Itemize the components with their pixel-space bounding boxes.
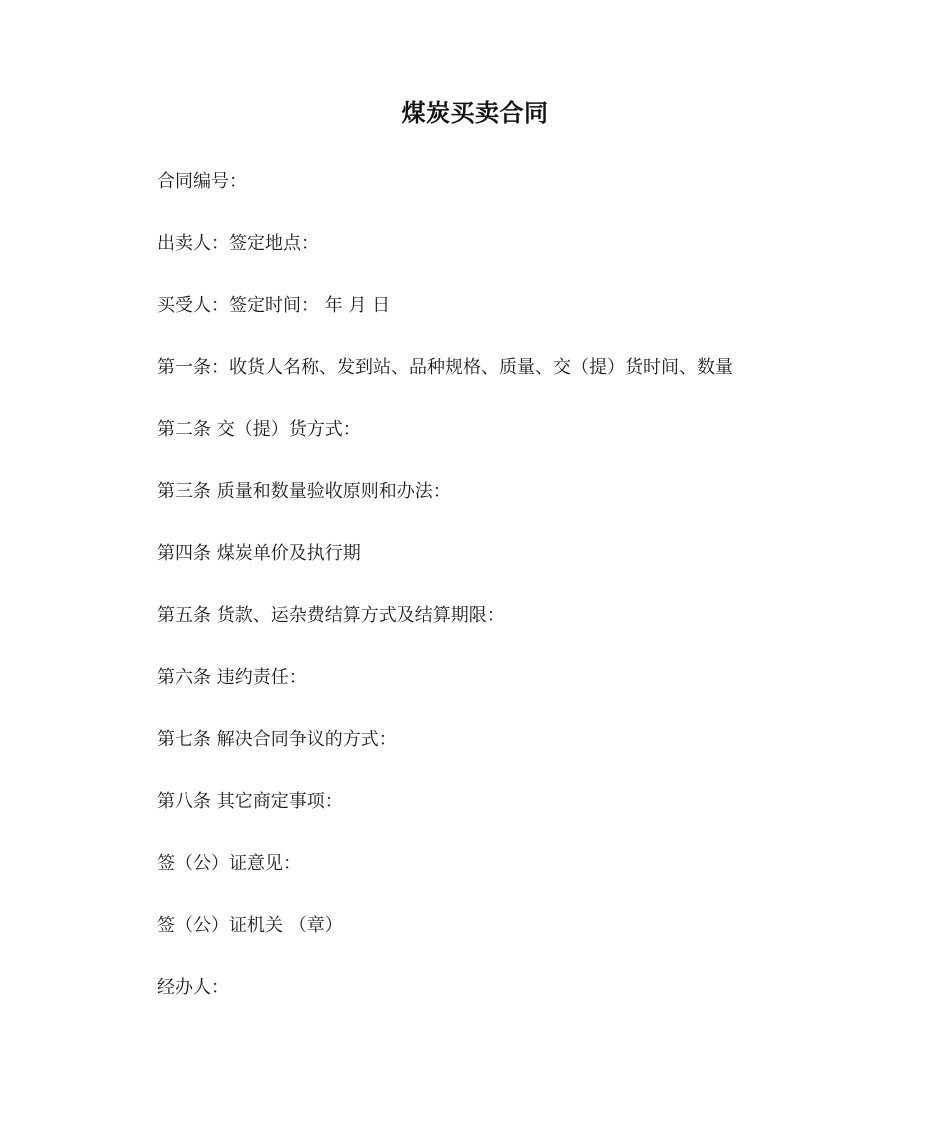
article-1: 第一条：收货人名称、发到站、品种规格、质量、交（提）货时间、数量 [157, 357, 733, 378]
notary-opinion-line: 签（公）证意见： [157, 853, 301, 874]
article-3: 第三条 质量和数量验收原则和办法： [157, 481, 451, 502]
article-8: 第八条 其它商定事项： [157, 791, 343, 812]
article-5: 第五条 货款、运杂费结算方式及结算期限： [157, 605, 505, 626]
buyer-line: 买受人：签定时间： 年 月 日 [157, 295, 391, 316]
document-title: 煤炭买卖合同 [401, 99, 549, 127]
contract-number-line: 合同编号： [157, 171, 247, 192]
article-4: 第四条 煤炭单价及执行期 [157, 543, 361, 564]
seller-line: 出卖人：签定地点： [157, 233, 319, 254]
handler-line: 经办人： [157, 977, 229, 998]
article-7: 第七条 解决合同争议的方式： [157, 729, 397, 750]
article-2: 第二条 交（提）货方式： [157, 419, 361, 440]
contract-body [157, 168, 857, 1036]
notary-authority-line: 签（公）证机关 （章） [157, 915, 343, 936]
article-6: 第六条 违约责任： [157, 667, 307, 688]
